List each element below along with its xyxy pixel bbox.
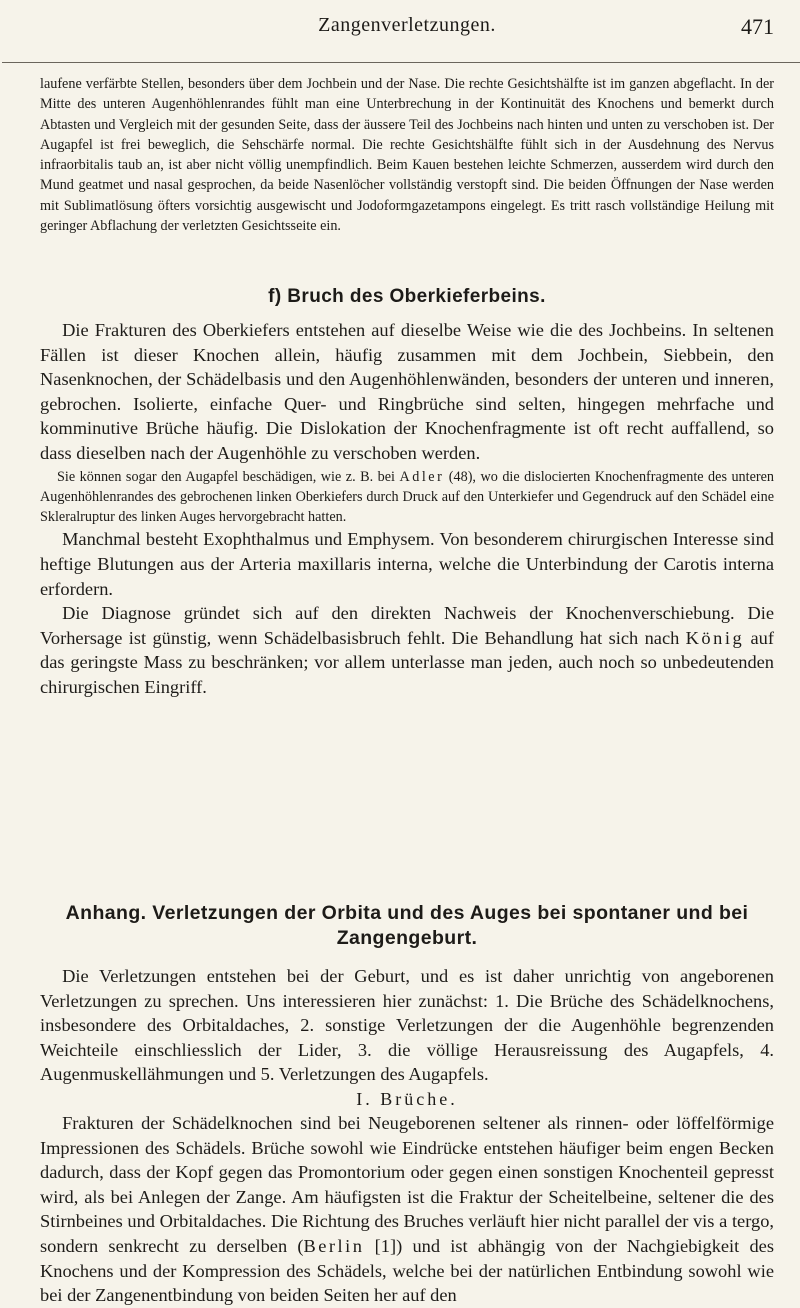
para2-text-a: Frakturen der Schädelknochen sind bei Neugeborenen seltener als rinnen- oder löffelförmige Impressionen des Schädels. Brüche sowohl wie Eindrücke entstehen häufiger beim engen Becken dadurch, dass der Kopf gegen das Promontorium oder gegen einen sonstigen Knochenteil gepresst wird, als bei Anlegen der Zange. Am häufigsten ist die Fraktur der Scheitelbeine, seltener die des Stirnbeines und Orbitaldaches. Die Richtung des Bruches verläuft hier nicht parallel der vis a tergo, sondern senkrecht zu derselben ( — [40, 1112, 774, 1256]
anhang-paragraph-2 — [40, 1111, 774, 1308]
header-title: Zangenverletzungen. — [318, 14, 496, 36]
section-f-paragraph-2: Manchmal besteht Exophthalmus und Emphysem. Von besonderem chirurgischen Interesse sind heftige Blutungen aus der Arteria maxillaris interna, welche die Unterbindung der Carotis interna erfordern. — [40, 529, 774, 599]
para3-author: König — [685, 627, 745, 648]
para2-text-b: [1]) und ist abhängig von der Nachgiebigkeit des Knochens und der Kompression des Schädels, welche bei der natürlichen Entbindung sowohl wie bei der Zangenentbindung von beiden Seiten her auf den — [40, 1235, 775, 1306]
note-text-a: Sie können sogar den Augapfel beschädigen, wie z. B. bei — [57, 468, 400, 485]
section-f-small-note — [40, 467, 774, 528]
header-rule — [2, 62, 800, 63]
para3-text-a: Die Diagnose gründet sich auf den direkten Nachweis der Knochenverschiebung. Die Vorhersage ist günstig, wenn Schädelbasisbruch fehlt. Die Behandlung hat sich nach — [40, 603, 774, 648]
intro-block — [40, 74, 774, 236]
section-f-body — [40, 318, 774, 700]
note-author: Adler — [399, 468, 445, 485]
anhang-heading-line-1: Anhang. Verletzungen der Orbita und des Auges bei spontaner und bei — [65, 902, 749, 924]
anhang-body — [40, 964, 774, 1308]
intro-paragraph: laufene verfärbte Stellen, besonders über dem Jochbein und der Nase. Die rechte Gesichtshälfte ist im ganzen abgeflacht. In der Mitte des unteren Augenhöhlenrandes fühlt man eine Unterbrechung in der Kontinuität des Knochens und bemerkt durch Abtasten und Vergleich mit der gesunden Seite, dass der äussere Teil des Jochbeins nach hinten und unten zu verschoben ist. Der Augapfel ist frei beweglich, die Sehschärfe normal. Die rechte Gesichtshälfte fühlt sich in der Ausdehnung des Nervus infraorbitalis taub an, ist aber nicht völlig unempfindlich. Beim Kauen bestehen leichte Schmerzen, ausserdem wird durch den Mund geatmet und nasal gesprochen, da beide Nasenlöcher vollständig verstopft sind. Die beiden Öffnungen der Nase werden mit Sublimatlösung öfters vorsichtig ausgewischt und Jodoformgazetampons eingelegt. Es tritt rasch vollständige Heilung mit geringer Abflachung der verletzten Gesichtsseite ein. — [40, 76, 774, 235]
para2-author: Berlin — [303, 1235, 365, 1256]
section-f-paragraph-3 — [40, 601, 774, 699]
note-text-b: (48), wo die dislocierten Knochenfragmente des unteren Augenhöhlenrandes des gebrochenen linken Oberkiefers durch Druck auf den Unterkiefer und Gegendruck auf den Schädel eine Skleralruptur des linken Auges hervorgebracht hatten. — [40, 468, 775, 526]
running-header — [40, 14, 774, 44]
page-number: 471 — [741, 14, 774, 39]
anhang-paragraph-1: Die Verletzungen entstehen bei der Geburt, und es ist daher unrichtig von angeborenen Verletzungen zu sprechen. Uns interessieren hier zunächst: 1. Die Brüche des Schädelknochens, insbesondere des Orbitaldaches, 2. sonstige Verletzungen der die Augenhöhle begrenzenden Weichteile einschliesslich der Lider, 3. die völlige Herausreissung des Augapfels, 4. Augenmuskellähmungen und 5. Verletzungen des Augapfels. — [40, 966, 774, 1085]
anhang-heading-line-2: Zangengeburt. — [336, 927, 478, 949]
anhang-heading — [40, 901, 774, 951]
subheading-brueche: I. Brüche. — [356, 1088, 458, 1109]
section-f-heading: f) Bruch des Oberkieferbeins. — [268, 286, 546, 307]
section-f-paragraph-1: Die Frakturen des Oberkiefers entstehen auf dieselbe Weise wie die des Jochbeins. In seltenen Fällen ist dieser Knochen allein, häufig zusammen mit dem Jochbein, Siebbein, den Nasenknochen, der Schädelbasis und den Augenhöhlenwänden, besonders der unteren und inneren, gebrochen. Isolierte, einfache Quer- und Ringbrüche sind selten, hingegen mehrfache und komminutive Brüche häufig. Die Dislokation der Knochenfragmente ist oft recht auffallend, so dass dieselben nach der Augenhöhle zu verschoben werden. — [40, 320, 774, 463]
para3-text-b: auf das geringste Mass zu beschränken; vor allem unterlasse man jeden, auch noch so unbedeutenden chirurgischen Eingriff. — [40, 627, 774, 698]
